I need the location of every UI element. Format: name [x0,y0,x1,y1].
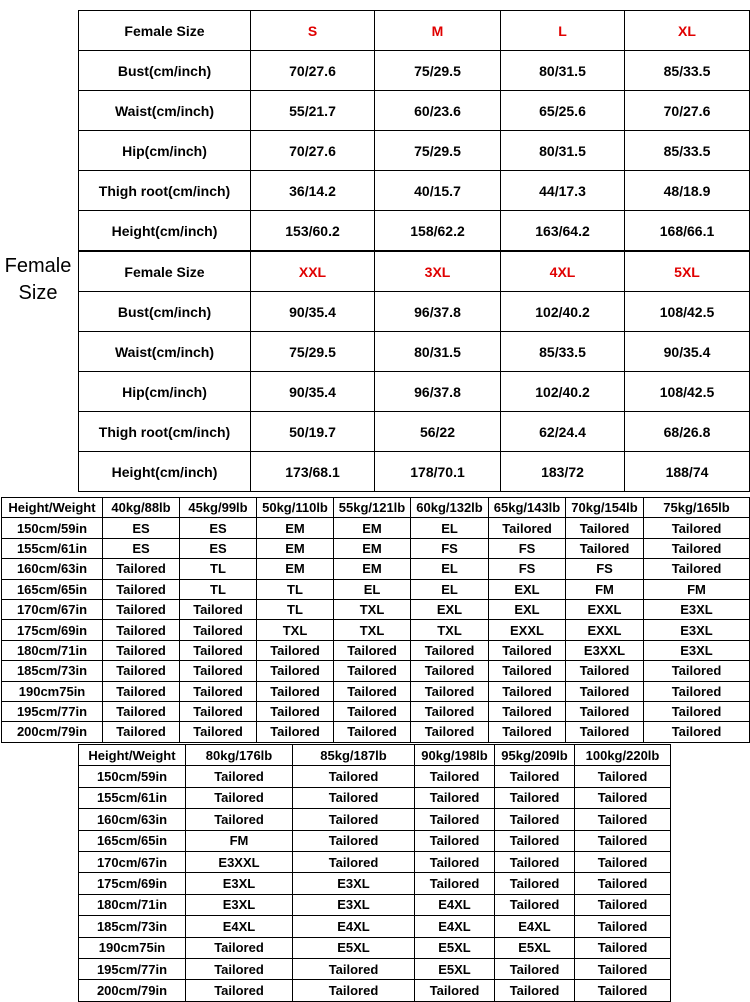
hw-header-cell: 85kg/187lb [293,745,415,766]
measurement-value: 75/29.5 [375,131,501,171]
hw-size-cell: FM [566,579,644,599]
hw-size-cell: Tailored [293,958,415,979]
hw-height-cell: 155cm/61in [2,538,103,558]
hw-size-cell: TXL [257,620,334,640]
hw-size-cell: Tailored [103,681,180,701]
hw-size-cell: Tailored [415,980,495,1001]
hw-size-cell: EL [411,579,489,599]
hw-size-cell: Tailored [411,701,489,721]
hw-header-cell: 70kg/154lb [566,498,644,518]
hw-height-cell: 160cm/63in [79,809,186,830]
hw-size-cell: E4XL [495,916,575,937]
measurement-value: 80/31.5 [501,131,625,171]
hw-size-cell: TL [257,599,334,619]
hw-table-row [2,579,750,599]
hw-size-cell: Tailored [575,958,671,979]
hw-size-cell: Tailored [293,787,415,808]
hw-table-row [79,766,671,787]
measurement-value: 102/40.2 [501,292,625,332]
hw-size-cell: Tailored [103,599,180,619]
hw-size-cell: TL [180,559,257,579]
measurement-value: 65/25.6 [501,91,625,131]
hw-size-cell: E4XL [293,916,415,937]
hw-size-cell: Tailored [293,980,415,1001]
measurement-label: Waist(cm/inch) [79,332,251,372]
hw-size-cell: Tailored [257,701,334,721]
hw-size-cell: Tailored [495,851,575,872]
hw-size-cell: Tailored [411,640,489,660]
measurement-value: 168/66.1 [625,211,750,252]
hw-size-cell: Tailored [103,559,180,579]
hw-size-cell: Tailored [566,701,644,721]
hw-size-cell: EM [334,518,411,538]
hw-size-cell: Tailored [103,661,180,681]
hw-size-cell: Tailored [489,640,566,660]
hw-size-cell: E5XL [293,937,415,958]
hw-header-cell: Height/Weight [2,498,103,518]
hw-size-cell: Tailored [566,661,644,681]
hw-height-cell: 195cm/77in [2,701,103,721]
hw-size-cell: Tailored [415,873,495,894]
measurement-value: 96/37.8 [375,372,501,412]
hw-size-cell: Tailored [644,681,750,701]
side-label-line-1: Female [4,255,72,277]
hw-height-cell: 185cm/73in [79,916,186,937]
hw-size-cell: EXL [489,599,566,619]
hw-size-cell: FS [566,559,644,579]
hw-size-cell: Tailored [186,809,293,830]
size-table-row [79,211,750,252]
hw-size-cell: Tailored [489,722,566,742]
measurement-label: Bust(cm/inch) [79,292,251,332]
hw-header-cell: 75kg/165lb [644,498,750,518]
hw-size-cell: FS [489,559,566,579]
hw-size-cell: Tailored [411,722,489,742]
hw-size-cell: Tailored [495,787,575,808]
hw-size-cell: E3XL [293,873,415,894]
hw-size-cell: Tailored [644,538,750,558]
hw-size-cell: Tailored [495,873,575,894]
hw-size-cell: Tailored [186,937,293,958]
hw-table-row [2,518,750,538]
hw-size-cell: ES [103,518,180,538]
hw-height-cell: 150cm/59in [79,766,186,787]
measurement-value: 85/33.5 [625,131,750,171]
hw-table-row [79,916,671,937]
size-table-row [79,131,750,171]
hw-size-cell: ES [180,538,257,558]
hw-table-row [2,661,750,681]
measurement-value: 96/37.8 [375,292,501,332]
hw-table-row [79,873,671,894]
size-header-cell: 4XL [501,251,625,292]
hw-size-cell: Tailored [293,851,415,872]
size-table-row [79,452,750,492]
hw-table-row [79,958,671,979]
hw-size-cell: E3XXL [186,851,293,872]
measurement-value: 44/17.3 [501,171,625,211]
hw-header-cell: 40kg/88lb [103,498,180,518]
hw-size-cell: Tailored [411,681,489,701]
hw-size-cell: E3XL [644,620,750,640]
hw-size-cell: Tailored [411,661,489,681]
measurement-value: 90/35.4 [251,372,375,412]
size-header-cell: 5XL [625,251,750,292]
hw-table-row [79,937,671,958]
measurement-value: 158/62.2 [375,211,501,252]
size-header-cell: XXL [251,251,375,292]
measurement-value: 75/29.5 [375,51,501,91]
hw-size-cell: E4XL [415,894,495,915]
measurement-label: Bust(cm/inch) [79,51,251,91]
measurement-value: 62/24.4 [501,412,625,452]
hw-height-cell: 150cm/59in [2,518,103,538]
hw-height-cell: 165cm/65in [79,830,186,851]
hw-size-cell: E4XL [415,916,495,937]
measurement-value: 68/26.8 [625,412,750,452]
hw-size-cell: Tailored [415,787,495,808]
hw-table-row [79,809,671,830]
side-label-line-2: Size [18,282,58,304]
hw-size-cell: TXL [411,620,489,640]
hw-size-cell: FS [489,538,566,558]
hw-height-cell: 200cm/79in [2,722,103,742]
hw-table-row [2,701,750,721]
hw-size-cell: Tailored [566,518,644,538]
hw-size-cell: Tailored [575,873,671,894]
hw-size-cell: Tailored [566,722,644,742]
hw-table-1-body [2,498,750,743]
hw-size-cell: Tailored [186,787,293,808]
measurement-value: 36/14.2 [251,171,375,211]
hw-size-cell: Tailored [495,894,575,915]
hw-table-row [2,681,750,701]
hw-size-cell: EXL [411,599,489,619]
hw-table-2-body [79,745,671,1002]
hw-size-cell: Tailored [495,766,575,787]
hw-size-cell: Tailored [489,518,566,538]
hw-size-cell: TL [180,579,257,599]
hw-size-cell: E3XL [644,640,750,660]
hw-header-row [2,498,750,518]
hw-size-cell: Tailored [489,661,566,681]
hw-table-row [2,722,750,742]
size-header-cell: XL [625,11,750,51]
hw-size-cell: EL [411,518,489,538]
hw-size-cell: Tailored [180,681,257,701]
hw-height-cell: 195cm/77in [79,958,186,979]
hw-size-cell: EM [257,518,334,538]
hw-size-cell: Tailored [644,518,750,538]
side-size-label [0,253,76,307]
measurement-value: 50/19.7 [251,412,375,452]
hw-size-cell: EXL [489,579,566,599]
hw-size-cell: EM [334,538,411,558]
hw-size-cell: E3XL [186,873,293,894]
hw-size-cell: ES [103,538,180,558]
size-header-row [79,11,750,51]
hw-size-cell: Tailored [489,681,566,701]
measurement-label: Height(cm/inch) [79,452,251,492]
hw-height-cell: 165cm/65in [2,579,103,599]
hw-table-row [2,620,750,640]
hw-size-cell: E3XL [186,894,293,915]
measurement-value: 102/40.2 [501,372,625,412]
hw-size-cell: Tailored [334,640,411,660]
hw-height-cell: 180cm/71in [79,894,186,915]
hw-header-row [79,745,671,766]
hw-size-cell: FM [186,830,293,851]
hw-size-cell: TL [257,579,334,599]
size-header-cell: S [251,11,375,51]
hw-size-cell: Tailored [575,809,671,830]
measurement-value: 183/72 [501,452,625,492]
measurement-label: Height(cm/inch) [79,211,251,252]
hw-size-cell: EXXL [566,620,644,640]
height-weight-table-1 [1,497,750,743]
hw-size-cell: E3XXL [566,640,644,660]
hw-header-cell: 65kg/143lb [489,498,566,518]
hw-size-cell: Tailored [186,958,293,979]
measurement-value: 70/27.6 [251,51,375,91]
hw-table-row [79,787,671,808]
hw-height-cell: 160cm/63in [2,559,103,579]
hw-table-row [2,559,750,579]
size-table-row [79,332,750,372]
hw-height-cell: 170cm/67in [79,851,186,872]
hw-size-cell: Tailored [334,701,411,721]
measurement-value: 173/68.1 [251,452,375,492]
hw-size-cell: Tailored [415,809,495,830]
hw-size-cell: Tailored [186,980,293,1001]
hw-header-cell: 60kg/132lb [411,498,489,518]
measurement-value: 48/18.9 [625,171,750,211]
hw-header-cell: 55kg/121lb [334,498,411,518]
hw-table-row [79,851,671,872]
hw-size-cell: Tailored [495,830,575,851]
hw-size-cell: Tailored [257,681,334,701]
measurement-label: Thigh root(cm/inch) [79,412,251,452]
hw-size-cell: Tailored [644,722,750,742]
hw-size-cell: Tailored [415,766,495,787]
hw-size-cell: ES [180,518,257,538]
hw-height-cell: 190cm75in [2,681,103,701]
size-header-label: Female Size [79,11,251,51]
hw-table-row [79,894,671,915]
hw-size-cell: TXL [334,599,411,619]
hw-height-cell: 190cm75in [79,937,186,958]
hw-size-cell: Tailored [103,640,180,660]
measurement-label: Hip(cm/inch) [79,131,251,171]
hw-size-cell: Tailored [257,661,334,681]
hw-size-cell: Tailored [180,599,257,619]
hw-size-cell: Tailored [566,538,644,558]
hw-header-cell: 80kg/176lb [186,745,293,766]
hw-size-cell: Tailored [334,661,411,681]
measurement-value: 85/33.5 [625,51,750,91]
hw-header-cell: Height/Weight [79,745,186,766]
hw-size-cell: Tailored [293,766,415,787]
measurement-label: Hip(cm/inch) [79,372,251,412]
measurement-value: 163/64.2 [501,211,625,252]
hw-size-cell: Tailored [644,661,750,681]
hw-size-cell: E3XL [644,599,750,619]
measurement-value: 90/35.4 [251,292,375,332]
hw-size-cell: EL [411,559,489,579]
hw-size-cell: Tailored [575,787,671,808]
hw-header-cell: 100kg/220lb [575,745,671,766]
female-size-measurement-table [78,10,750,492]
hw-header-cell: 45kg/99lb [180,498,257,518]
hw-size-cell: Tailored [293,809,415,830]
hw-size-cell: Tailored [186,766,293,787]
hw-table-row [2,538,750,558]
measurement-label: Thigh root(cm/inch) [79,171,251,211]
measurement-value: 90/35.4 [625,332,750,372]
hw-size-cell: Tailored [575,851,671,872]
hw-height-cell: 175cm/69in [2,620,103,640]
hw-size-cell: E5XL [415,937,495,958]
hw-height-cell: 175cm/69in [79,873,186,894]
hw-size-cell: Tailored [566,681,644,701]
hw-size-cell: Tailored [103,722,180,742]
hw-size-cell: Tailored [180,722,257,742]
measurement-value: 178/70.1 [375,452,501,492]
hw-table-row [79,980,671,1001]
hw-size-cell: Tailored [495,958,575,979]
hw-size-cell: Tailored [495,980,575,1001]
hw-size-cell: Tailored [180,620,257,640]
hw-size-cell: Tailored [180,640,257,660]
hw-size-cell: Tailored [293,830,415,851]
hw-table-row [2,640,750,660]
hw-size-cell: Tailored [415,830,495,851]
hw-size-cell: EM [257,538,334,558]
measurement-label: Waist(cm/inch) [79,91,251,131]
hw-size-cell: FM [644,579,750,599]
hw-size-cell: E4XL [186,916,293,937]
hw-size-cell: Tailored [575,937,671,958]
size-table-row [79,412,750,452]
hw-size-cell: Tailored [575,766,671,787]
hw-table-row [79,830,671,851]
measurement-value: 70/27.6 [625,91,750,131]
measurement-value: 153/60.2 [251,211,375,252]
hw-size-cell: Tailored [575,830,671,851]
hw-size-cell: Tailored [180,701,257,721]
hw-header-cell: 95kg/209lb [495,745,575,766]
hw-size-cell: E5XL [415,958,495,979]
hw-size-cell: EL [334,579,411,599]
measurement-value: 40/15.7 [375,171,501,211]
measurement-value: 80/31.5 [375,332,501,372]
measurement-value: 108/42.5 [625,292,750,332]
size-table-body [79,11,750,492]
hw-size-cell: Tailored [495,809,575,830]
hw-height-cell: 200cm/79in [79,980,186,1001]
hw-size-cell: Tailored [180,661,257,681]
size-table-row [79,51,750,91]
measurement-value: 70/27.6 [251,131,375,171]
hw-height-cell: 155cm/61in [79,787,186,808]
size-header-cell: L [501,11,625,51]
size-table-row [79,372,750,412]
hw-size-cell: Tailored [415,851,495,872]
hw-size-cell: EXXL [489,620,566,640]
hw-size-cell: Tailored [334,722,411,742]
hw-size-cell: EM [334,559,411,579]
measurement-value: 55/21.7 [251,91,375,131]
hw-header-cell: 90kg/198lb [415,745,495,766]
size-header-row [79,251,750,292]
hw-size-cell: Tailored [257,722,334,742]
hw-size-cell: Tailored [257,640,334,660]
size-header-cell: 3XL [375,251,501,292]
measurement-value: 56/22 [375,412,501,452]
size-table-row [79,171,750,211]
hw-size-cell: Tailored [103,701,180,721]
hw-height-cell: 170cm/67in [2,599,103,619]
hw-size-cell: Tailored [103,620,180,640]
size-table-row [79,292,750,332]
hw-size-cell: E3XL [293,894,415,915]
hw-size-cell: Tailored [644,559,750,579]
measurement-value: 75/29.5 [251,332,375,372]
hw-size-cell: Tailored [575,916,671,937]
measurement-value: 85/33.5 [501,332,625,372]
hw-size-cell: EM [257,559,334,579]
hw-size-cell: Tailored [103,579,180,599]
hw-size-cell: Tailored [334,681,411,701]
hw-table-row [2,599,750,619]
hw-size-cell: TXL [334,620,411,640]
hw-size-cell: Tailored [575,894,671,915]
hw-height-cell: 180cm/71in [2,640,103,660]
measurement-value: 188/74 [625,452,750,492]
measurement-value: 60/23.6 [375,91,501,131]
hw-size-cell: Tailored [575,980,671,1001]
hw-header-cell: 50kg/110lb [257,498,334,518]
hw-size-cell: EXXL [566,599,644,619]
hw-size-cell: Tailored [644,701,750,721]
hw-size-cell: FS [411,538,489,558]
height-weight-table-2 [78,744,671,1002]
hw-size-cell: Tailored [489,701,566,721]
size-header-cell: M [375,11,501,51]
measurement-value: 108/42.5 [625,372,750,412]
measurement-value: 80/31.5 [501,51,625,91]
size-table-row [79,91,750,131]
hw-height-cell: 185cm/73in [2,661,103,681]
size-header-label: Female Size [79,251,251,292]
hw-size-cell: E5XL [495,937,575,958]
